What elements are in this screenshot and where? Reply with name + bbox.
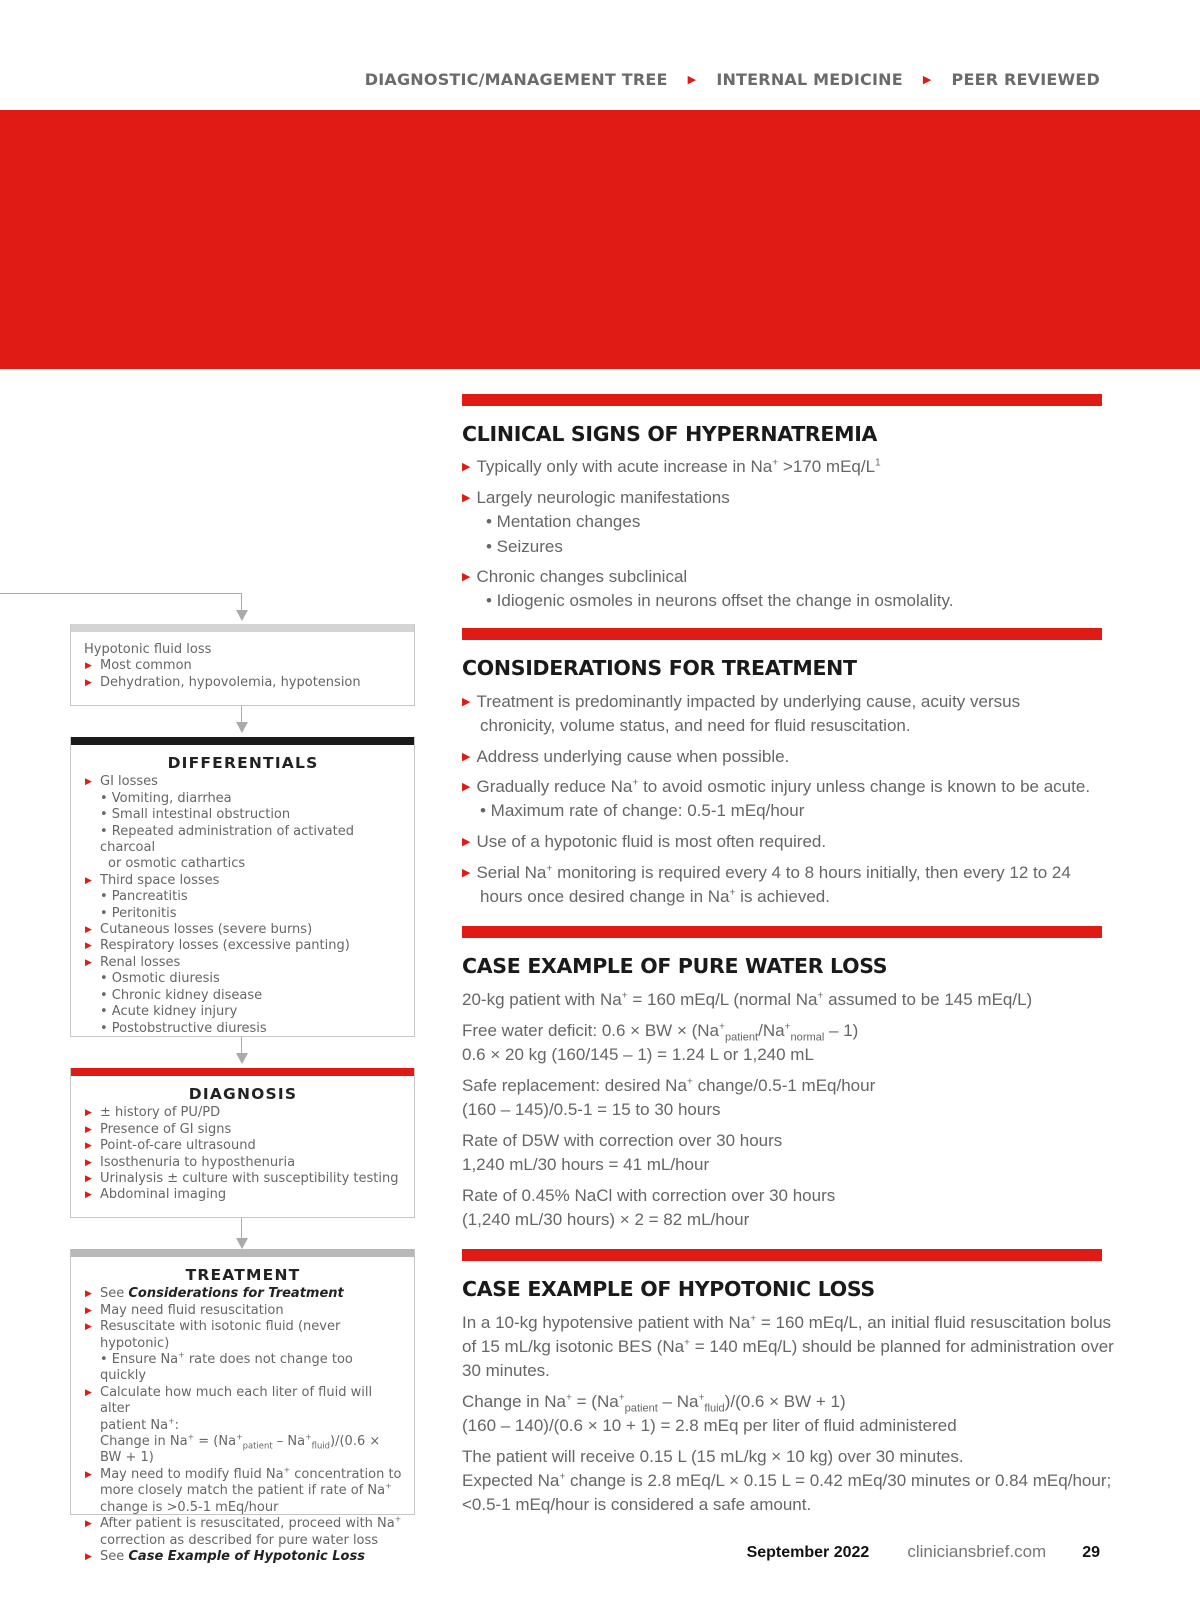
box-header-bar: [71, 624, 414, 632]
crumb-peer-reviewed[interactable]: PEER REVIEWED: [951, 70, 1100, 89]
list-item: • Peritonitis: [100, 905, 177, 921]
list-item: ▶ Respiratory losses (excessive panting): [84, 938, 402, 954]
section-divider: [462, 926, 1102, 938]
list-item: ▶ Serial Na+ monitoring is required every 4 to 8 hours initially, then every 12 to 24: [462, 863, 1071, 882]
list-item: ▶ Presence of GI signs: [84, 1122, 402, 1138]
arrow-down-icon: [236, 1238, 248, 1249]
section-divider: [462, 1249, 1102, 1261]
box-title: TREATMENT: [185, 1266, 301, 1284]
issue-date: September 2022: [746, 1544, 870, 1561]
list-item: ▶ Urinalysis ± culture with susceptibility testing: [84, 1171, 402, 1187]
page-footer: [747, 1542, 1100, 1562]
text-line: 1,240 mL/30 hours = 41 mL/hour: [462, 1155, 710, 1174]
flow-connector: [0, 593, 242, 594]
list-item: ▶ Point-of-care ultrasound: [84, 1138, 402, 1154]
list-item: ▶ Isosthenuria to hyposthenuria: [84, 1155, 402, 1171]
triangle-right-icon: ▶: [462, 867, 471, 879]
triangle-right-icon: ▶: [687, 73, 697, 86]
triangle-right-icon: ▶: [462, 751, 471, 763]
list-item: ▶ After patient is resuscitated, proceed with Na+ correction as described for pure water loss: [84, 1516, 402, 1549]
triangle-right-icon: ▶: [462, 836, 471, 848]
hypotonic-fluid-loss-box: [70, 624, 415, 706]
list-item: • Osmotic diuresis: [100, 971, 220, 987]
list-item: ▶ Use of a hypotonic fluid is most often required.: [462, 832, 827, 851]
box-title: DIAGNOSIS: [188, 1085, 298, 1103]
triangle-right-icon: ▶: [462, 696, 471, 708]
case-example-link[interactable]: Case Example of Hypotonic Loss: [128, 1548, 365, 1564]
list-item: ▶ Resuscitate with isotonic fluid (never hypotonic): [84, 1319, 402, 1352]
box-header-bar: [71, 1068, 414, 1076]
considerations-link[interactable]: Considerations for Treatment: [128, 1286, 344, 1302]
diagnosis-box: [70, 1068, 415, 1218]
box-header-bar: [71, 1249, 414, 1257]
list-item: ▶ See Considerations for Treatment: [84, 1286, 402, 1302]
text-line: 30 minutes.: [462, 1361, 550, 1380]
considerations-title: CONSIDERATIONS FOR TREATMENT: [462, 656, 857, 680]
right-column: [462, 0, 1114, 1606]
section-divider: [462, 394, 1102, 406]
flow-connector: [241, 593, 242, 610]
triangle-right-icon: ▶: [462, 781, 471, 793]
text-line: Rate of 0.45% NaCl with correction over 30 hours: [462, 1186, 836, 1205]
list-item: or osmotic cathartics: [108, 856, 246, 872]
differentials-box: [70, 737, 415, 1037]
list-item: ▶ Most common: [84, 658, 402, 674]
text-line: Expected Na+ change is 2.8 mEq/L × 0.15 L = 0.42 mEq/30 minutes or 0.84 mEq/hour;: [462, 1471, 1112, 1490]
site-link[interactable]: cliniciansbrief.com: [907, 1542, 1047, 1561]
box-header-bar: [71, 737, 414, 745]
text-line: The patient will receive 0.15 L (15 mL/kg × 10 kg) over 30 minutes.: [462, 1447, 964, 1466]
text-line: 20-kg patient with Na+ = 160 mEq/L (normal Na+ assumed to be 145 mEq/L): [462, 990, 1033, 1009]
triangle-right-icon: ▶: [462, 461, 471, 473]
list-item: ▶ See Case Example of Hypotonic Loss: [84, 1549, 402, 1565]
list-item: ▶ Address underlying cause when possible.: [462, 747, 790, 766]
list-item: ▶ May need to modify fluid Na+ concentration to more closely match the patient if rate of Na+ change is >0.5-1 mEq/hour: [84, 1467, 402, 1516]
triangle-right-icon: ▶: [462, 571, 471, 583]
treatment-box: [70, 1249, 415, 1564]
pure-water-loss-title: CASE EXAMPLE OF PURE WATER LOSS: [462, 954, 888, 978]
text-line: of 15 mL/kg isotonic BES (Na+ = 140 mEq/L) should be planned for administration over: [462, 1337, 1114, 1356]
list-item: chronicity, volume status, and need for fluid resuscitation.: [480, 716, 911, 735]
list-item: ▶ Chronic changes subclinical: [462, 567, 688, 586]
list-item: hours once desired change in Na+ is achieved.: [480, 887, 830, 906]
list-item: ▶ GI losses: [84, 774, 402, 790]
text-line: (160 – 140)/(0.6 × 10 + 1) = 2.8 mEq per liter of fluid administered: [462, 1416, 957, 1435]
list-item: • Idiogenic osmoles in neurons offset the change in osmolality.: [486, 591, 954, 610]
list-item: • Maximum rate of change: 0.5-1 mEq/hour: [480, 801, 805, 820]
triangle-right-icon: ▶: [462, 492, 471, 504]
list-item: ▶ Typically only with acute increase in Na+ >170 mEq/$L^1$: [462, 457, 881, 476]
crumb-diagnostic-tree[interactable]: DIAGNOSTIC/MANAGEMENT TREE: [364, 70, 668, 89]
arrow-down-icon: [236, 610, 248, 621]
list-item: ▶ Dehydration, hypovolemia, hypotension: [84, 675, 402, 691]
text-line: (1,240 mL/30 hours) × 2 = 82 mL/hour: [462, 1210, 750, 1229]
list-item: • Vomiting, diarrhea: [100, 790, 232, 806]
list-item: ▶ Largely neurologic manifestations: [462, 488, 730, 507]
box-title: DIFFERENTIALS: [167, 754, 319, 772]
list-item: ▶ May need fluid resuscitation: [84, 1303, 402, 1319]
list-item: • Acute kidney injury: [100, 1004, 238, 1020]
list-item: ▶ Cutaneous losses (severe burns): [84, 922, 402, 938]
list-item: • Seizures: [486, 537, 563, 556]
list-item: ▶ Third space losses: [84, 873, 402, 889]
list-item: ▶ Treatment is predominantly impacted by underlying cause, acuity versus: [462, 692, 1021, 711]
list-item: • Ensure Na+ rate does not change too quickly: [100, 1350, 353, 1384]
list-item: • Postobstructive diuresis: [100, 1020, 267, 1036]
flow-connector: [241, 706, 242, 722]
list-item: ▶ Calculate how much each liter of fluid will alter patient Na+: Change in $Na^+ = (Na^+_{patient} - Na^+_{fluid})/(0.6$ × BW + 1): [84, 1385, 402, 1467]
list-item: ▶ Gradually reduce Na+ to avoid osmotic injury unless change is known to be acute.: [462, 777, 1091, 796]
list-item: • Mentation changes: [486, 512, 641, 531]
list-item: • Small intestinal obstruction: [100, 807, 291, 823]
arrow-down-icon: [236, 722, 248, 733]
list-item: • Pancreatitis: [100, 889, 188, 905]
text-line: (160 – 145)/0.5-1 = 15 to 30 hours: [462, 1100, 721, 1119]
arrow-down-icon: [236, 1053, 248, 1064]
box-heading: Hypotonic fluid loss: [84, 642, 212, 657]
triangle-right-icon: ▶: [922, 73, 932, 86]
list-item: ▶ Renal losses: [84, 955, 402, 971]
list-item: • Repeated administration of activated charcoal: [100, 823, 354, 856]
page-number: 29: [1082, 1544, 1100, 1561]
clinical-signs-title: CLINICAL SIGNS OF HYPERNATREMIA: [462, 422, 878, 446]
flow-connector: [241, 1218, 242, 1238]
text-line: Safe replacement: desired Na+ change/0.5-1 mEq/hour: [462, 1076, 876, 1095]
list-item: • Chronic kidney disease: [100, 987, 263, 1003]
text-line: In a 10-kg hypotensive patient with Na+ = 160 mEq/L, an initial fluid resuscitation bolus: [462, 1313, 1112, 1332]
hypotonic-loss-title: CASE EXAMPLE OF HYPOTONIC LOSS: [462, 1277, 875, 1301]
text-line: Free water deficit: 0.6 × BW × $(Na^+_{patient}/Na^+_{normal} - 1)$: [462, 1021, 859, 1044]
list-item: ▶ ± history of PU/PD: [84, 1105, 402, 1121]
crumb-internal-medicine[interactable]: INTERNAL MEDICINE: [716, 70, 903, 89]
section-divider: [462, 628, 1102, 640]
text-line: Rate of D5W with correction over 30 hours: [462, 1131, 783, 1150]
text-line: 0.6 × 20 kg (160/145 – 1) = 1.24 L or 1,240 mL: [462, 1045, 814, 1064]
text-line: <0.5-1 mEq/hour is considered a safe amount.: [462, 1495, 812, 1514]
text-line: Change in $Na^+ = (Na^+_{patient} - Na^+_{fluid})/(0.6$ × BW + 1): [462, 1392, 846, 1415]
list-item: ▶ Abdominal imaging: [84, 1187, 402, 1203]
